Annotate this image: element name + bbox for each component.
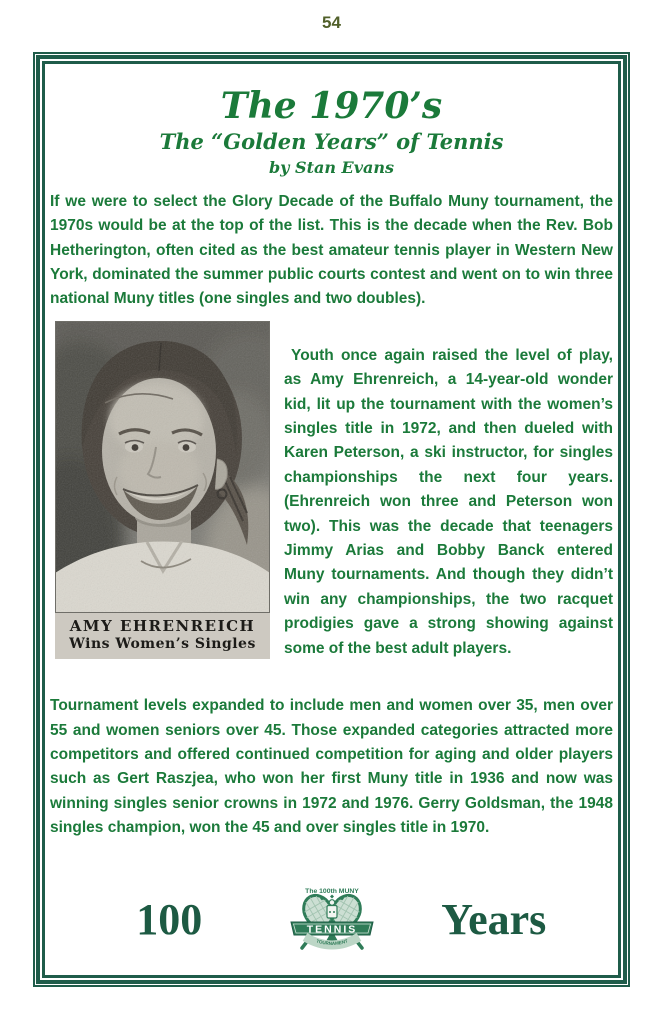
- page-border-frame: [33, 52, 630, 987]
- amy-ehrenreich-photo: [55, 321, 270, 613]
- newspaper-photo-block: [55, 321, 270, 661]
- logo-top-text: The 100th MUNY: [304, 887, 359, 895]
- expansion-paragraph: Tournament levels expanded to include men and women over 35, men over 55 and women seniors over 45. Those expanded categories attracted more competitors and offered continued competition for aging and older players such as Gert Raszjea, who won her first Muny title in 1936 and now was winning singles senior crowns in 1972 and 1976. Gerry Goldsman, the 1948 singles champion, won the 45 and over singles title in 1970.: [50, 697, 613, 837]
- footer-100: 100: [136, 895, 203, 945]
- photo-and-text-columns: [50, 321, 613, 661]
- footer: [50, 885, 613, 955]
- footer-years: Years: [441, 895, 547, 945]
- photo-caption: [55, 613, 270, 659]
- page-subtitle: The “Golden Years” of Tennis: [159, 128, 504, 154]
- logo-banner-text: TENNIS: [306, 923, 357, 936]
- page-title: The 1970’s: [220, 85, 443, 127]
- trophy-icon: [327, 905, 337, 918]
- photo-caption-subtitle: Wins Women’s Singles: [69, 635, 256, 652]
- page-border-frame-mid: [36, 55, 627, 984]
- page-number: 54: [322, 13, 341, 32]
- right-text-column: [284, 321, 613, 661]
- youth-paragraph: Youth once again raised the level of play, as Amy Ehrenreich, a 14-year-old wonder kid, lit up the tournament with the women’s singles title in 1972, and then dueled with Karen Peterson, a ski instructor, for singles championships the next four years. (Ehrenreich won three and Peterson won two). This was the decade that teenagers Jimmy Arias and Bobby Banck entered Muny tournaments. And though they didn’t win any championships, the two racquet prodigies gave a strong showing against some of the best adult players.: [284, 346, 613, 657]
- tennis-logo-wrap: [289, 885, 375, 955]
- photo-caption-name: AMY EHRENREICH: [69, 616, 256, 635]
- page-content: [42, 61, 621, 978]
- byline: by Stan Evans: [268, 157, 395, 177]
- intro-paragraph: If we were to select the Glory Decade of the Buffalo Muny tournament, the 1970s would be at the top of the list. This is the decade when the Rev. Bob Hetherington, often cited as the best amateur tennis player in Western New York, dominated the summer public courts contest and went on to win three national Muny titles (one singles and two doubles).: [50, 192, 613, 308]
- tennis-tournament-logo-icon: [289, 885, 375, 955]
- logo-arc-text: TOURNAMENT: [315, 937, 348, 946]
